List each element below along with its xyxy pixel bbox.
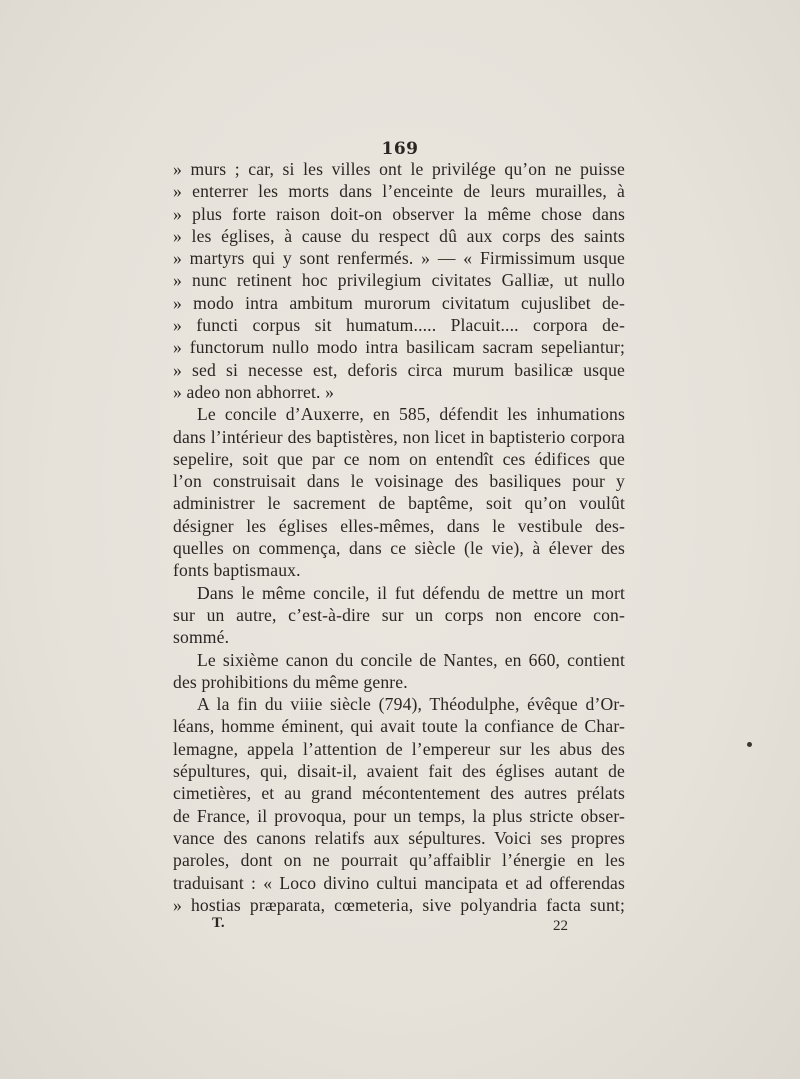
text-line: Le sixième canon du concile de Nantes, en 660, contient (197, 649, 625, 670)
text-line: traduisant : « Loco divino cultui mancipata et ad offerendas (173, 872, 625, 893)
text-line: » adeo non abhorret. » (173, 381, 335, 402)
text-line: A la fin du viiie siècle (794), Théodulphe, évêque d’Or- (197, 694, 625, 715)
text-line: des prohibitions du même genre. (173, 671, 408, 692)
text-line: Le concile d’Auxerre, en 585, défendit les inhumations (197, 404, 625, 425)
text-line: » functorum nullo modo intra basilicam sacram sepeliantur; (173, 337, 625, 358)
text-line: dans l’intérieur des baptistères, non licet in baptisterio corpora (173, 426, 625, 447)
text-line: » martyrs qui y sont renfermés. » — « Firmissimum usque (173, 248, 625, 269)
text-line: quelles on commença, dans ce siècle (le vie), à élever des (173, 538, 625, 559)
ink-speck (747, 742, 752, 747)
text-line: sur un autre, c’est-à-dire sur un corps non encore con- (173, 604, 625, 625)
text-line: de France, il provoqua, pour un temps, la plus stricte obser- (173, 805, 625, 826)
text-line: » hostias præparata, cœmeteria, sive polyandria facta sunt; (173, 894, 625, 915)
text-line: » modo intra ambitum murorum civitatum cujuslibet de- (173, 292, 625, 313)
text-line: sepelire, soit que par ce nom on entendît ces édifices que (173, 448, 625, 469)
text-line: lemagne, appela l’attention de l’empereur sur les abus des (173, 738, 625, 759)
signature-number: 22 (553, 918, 568, 934)
text-line: désigner les églises elles-mêmes, dans le vestibule des- (173, 515, 625, 536)
text-line: cimetières, et au grand mécontentement des autres prélats (173, 783, 625, 804)
signature-mark: T. (212, 915, 225, 931)
text-line: » les églises, à cause du respect dû aux corps des saints (173, 225, 625, 246)
text-line: vance des canons relatifs aux sépultures. Voici ses propres (173, 827, 625, 848)
text-line: administrer le sacrement de baptême, soit qu’on voulût (173, 493, 625, 514)
text-line: fonts baptismaux. (173, 560, 301, 581)
text-line: l’on construisait dans le voisinage des basiliques pour y (173, 471, 625, 492)
text-line: » plus forte raison doit-on observer la même chose dans (173, 203, 625, 224)
text-line: » enterrer les morts dans l’enceinte de leurs murailles, à (173, 181, 625, 202)
text-line: Dans le même concile, il fut défendu de mettre un mort (197, 582, 625, 603)
page-number: 169 (381, 139, 419, 159)
text-line: » nunc retinent hoc privilegium civitates Galliæ, ut nullo (173, 270, 625, 291)
text-line: » murs ; car, si les villes ont le privilége qu’on ne puisse (173, 159, 625, 179)
text-line: léans, homme éminent, qui avait toute la confiance de Char- (173, 716, 625, 737)
text-line: paroles, dont on ne pourrait qu’affaiblir l’énergie en les (173, 850, 625, 871)
text-line: sommé. (173, 627, 230, 648)
text-line: sépultures, qui, disait-il, avaient fait des églises autant de (173, 761, 625, 782)
body-text (173, 158, 625, 916)
text-line: » functi corpus sit humatum..... Placuit.... corpora de- (173, 315, 625, 336)
text-line: » sed si necesse est, deforis circa murum basilicæ usque (173, 359, 625, 380)
